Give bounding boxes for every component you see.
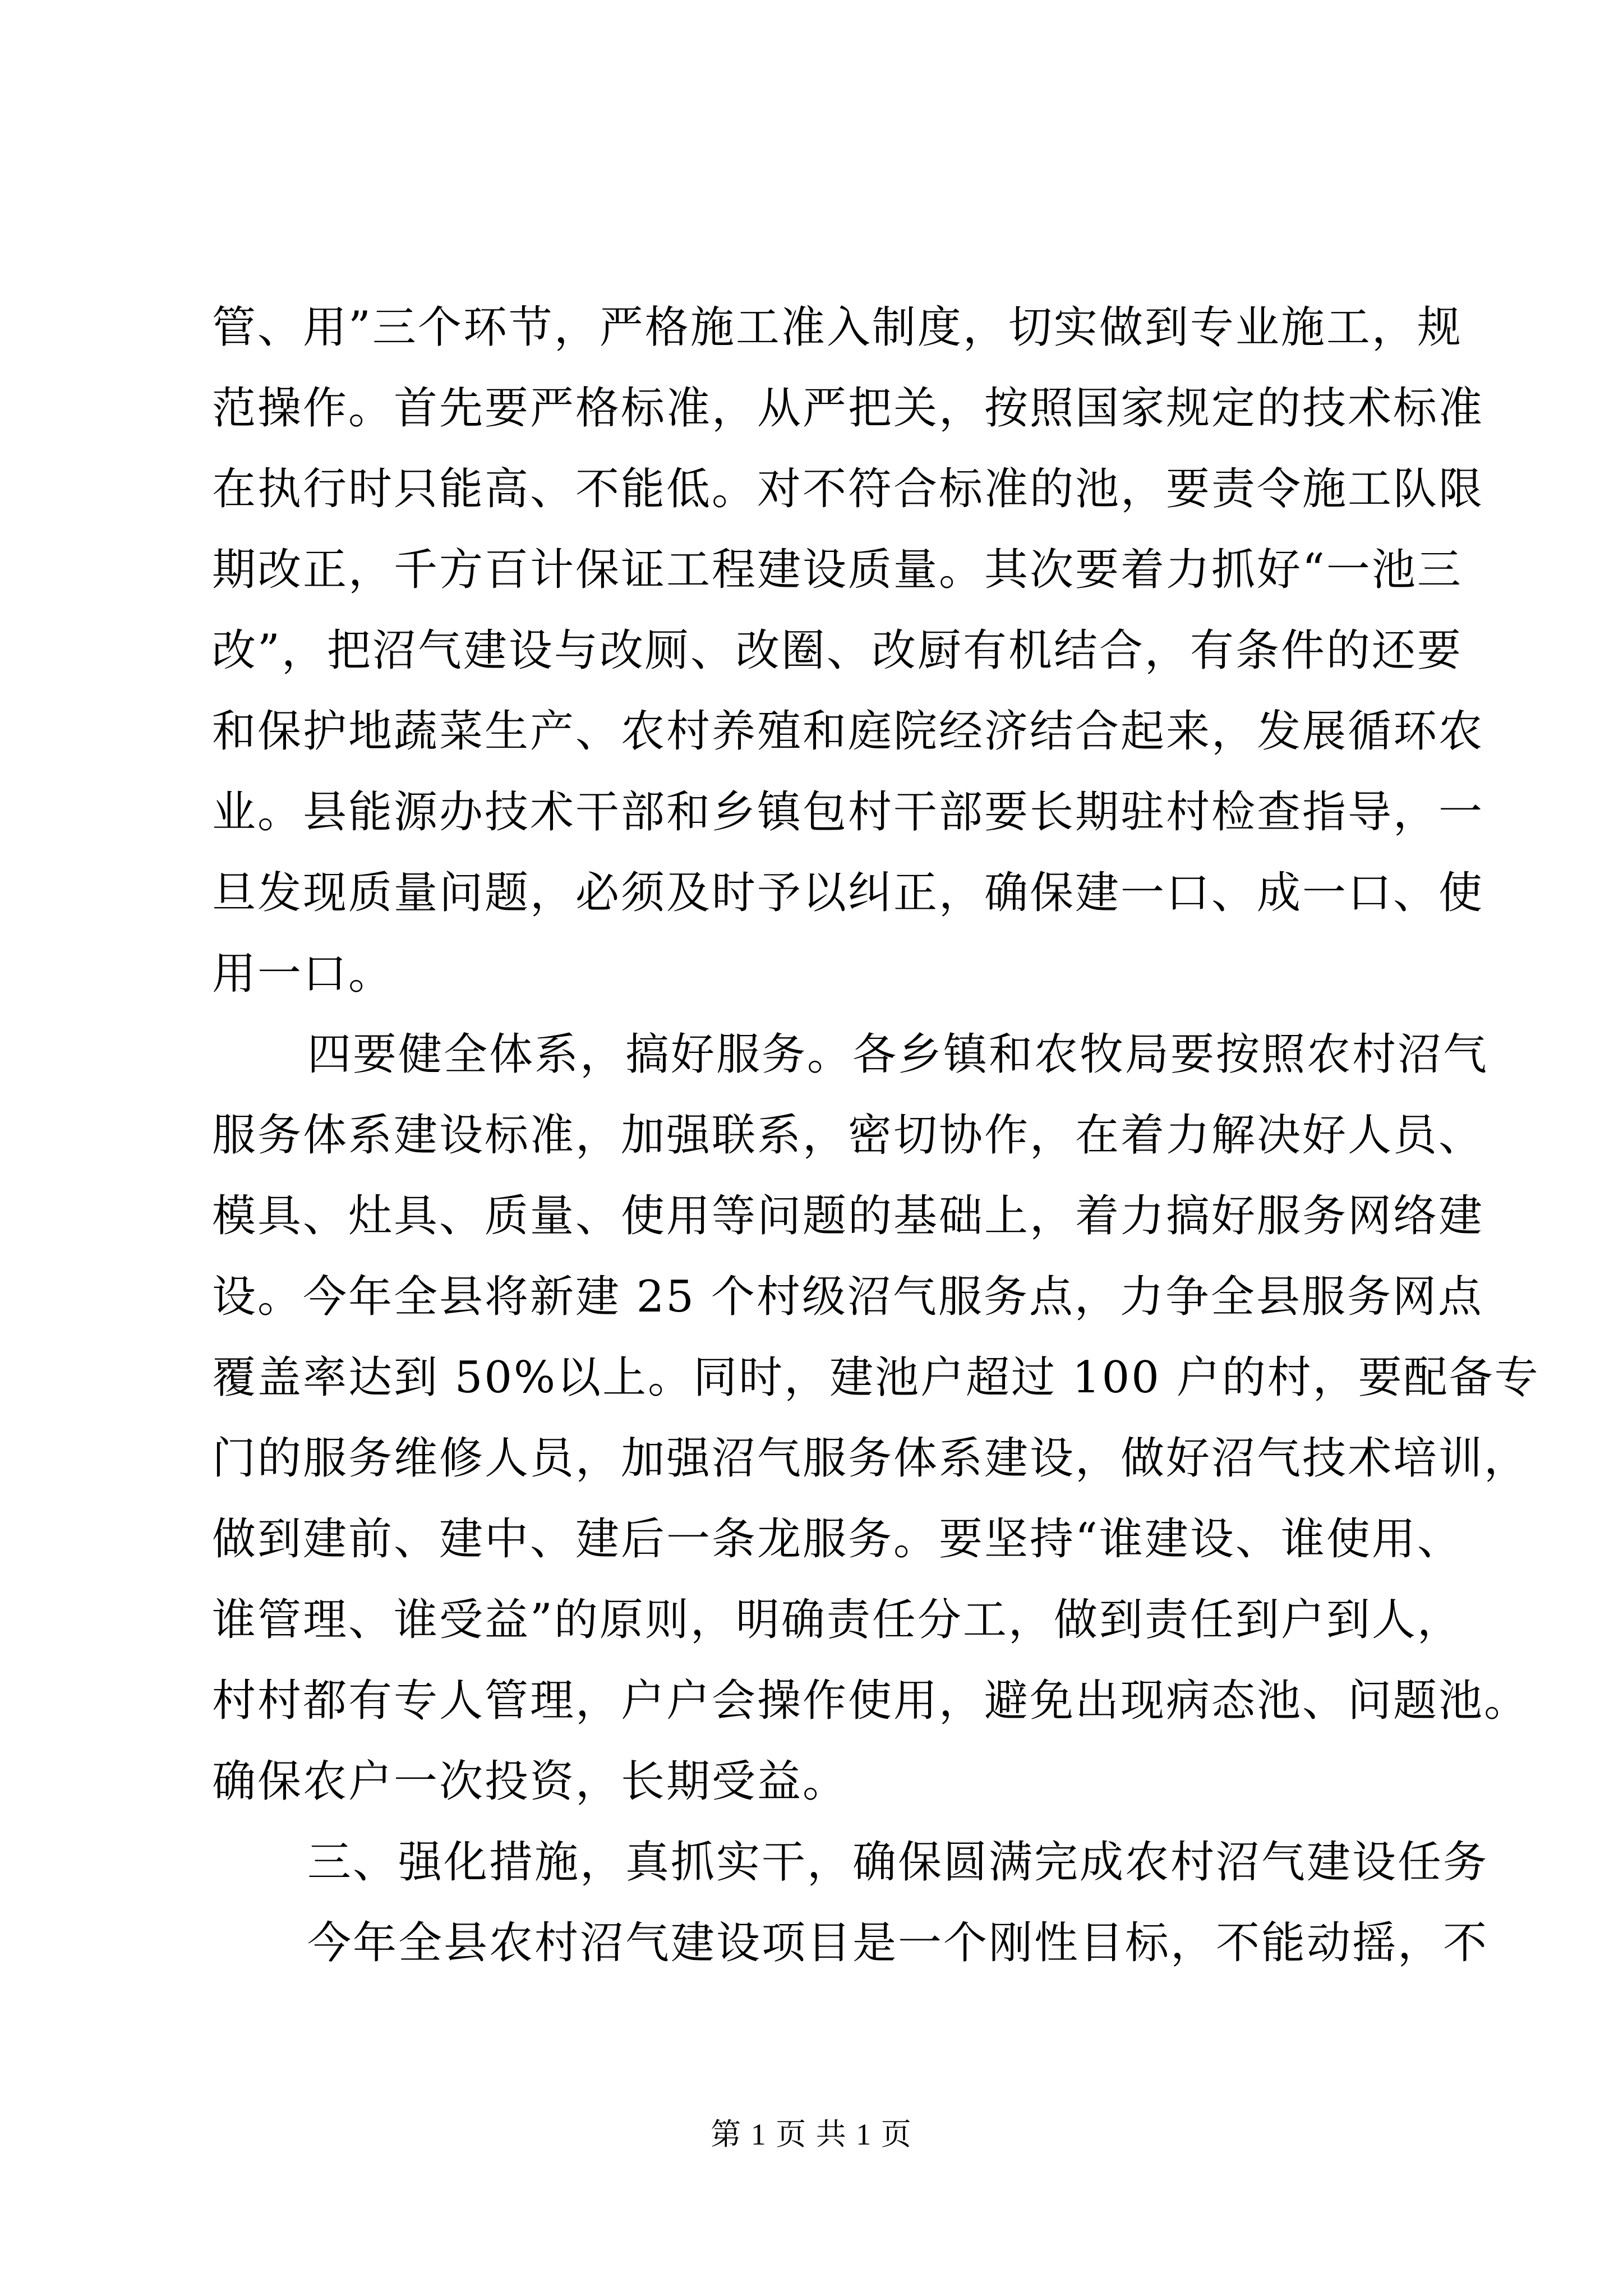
text-line-8: 旦发现质量问题，必须及时予以纠正，确保建一口、成一口、使 bbox=[212, 868, 1484, 918]
text-line-1: 管、用”三个环节，严格施工准入制度，切实做到专业施工，规 bbox=[212, 302, 1463, 353]
text-line-14: 覆盖率达到 50%以上。同时，建池户超过 100 户的村，要配备专 bbox=[212, 1352, 1540, 1403]
text-line-18: 村村都有专人管理，户户会操作使用，避免出现病态池、问题池。 bbox=[212, 1676, 1530, 1726]
text-line-19: 确保农户一次投资，长期受益。 bbox=[212, 1756, 849, 1807]
text-line-11: 服务体系建设标准，加强联系，密切协作，在着力解决好人员、 bbox=[212, 1110, 1484, 1161]
paragraph-four-heading-line: 四要健全体系，搞好服务。各乡镇和农牧局要按照农村沼气 bbox=[307, 1029, 1489, 1080]
text-line-4: 期改正，千方百计保证工程建设质量。其次要着力抓好“一池三 bbox=[212, 545, 1463, 595]
text-line-7: 业。县能源办技术干部和乡镇包村干部要长期驻村检查指导，一 bbox=[212, 787, 1484, 838]
text-line-3: 在执行时只能高、不能低。对不符合标准的池，要责令施工队限 bbox=[212, 464, 1484, 514]
section-three-heading: 三、强化措施，真抓实干，确保圆满完成农村沼气建设任务 bbox=[307, 1837, 1489, 1888]
text-line-2: 范操作。首先要严格标准，从严把关，按照国家规定的技术标准 bbox=[212, 383, 1484, 434]
text-line-13: 设。今年全县将新建 25 个村级沼气服务点，力争全县服务网点 bbox=[212, 1272, 1483, 1322]
text-line-12: 模具、灶具、质量、使用等问题的基础上，着力搞好服务网络建 bbox=[212, 1191, 1484, 1241]
text-line-9: 用一口。 bbox=[212, 949, 394, 999]
text-line-16: 做到建前、建中、建后一条龙服务。要坚持“谁建设、谁使用、 bbox=[212, 1514, 1463, 1565]
text-line-17: 谁管理、谁受益”的原则，明确责任分工，做到责任到户到人， bbox=[212, 1595, 1463, 1645]
text-line-21: 今年全县农村沼气建设项目是一个刚性目标，不能动摇，不 bbox=[307, 1918, 1489, 1968]
text-line-15: 门的服务维修人员，加强沼气服务体系建设，做好沼气技术培训， bbox=[212, 1433, 1530, 1484]
text-line-5: 改”，把沼气建设与改厕、改圈、改厨有机结合，有条件的还要 bbox=[212, 625, 1463, 676]
page-footer: 第 1 页 共 1 页 bbox=[711, 2118, 912, 2151]
text-line-6: 和保护地蔬菜生产、农村养殖和庭院经济结合起来，发展循环农 bbox=[212, 706, 1484, 757]
